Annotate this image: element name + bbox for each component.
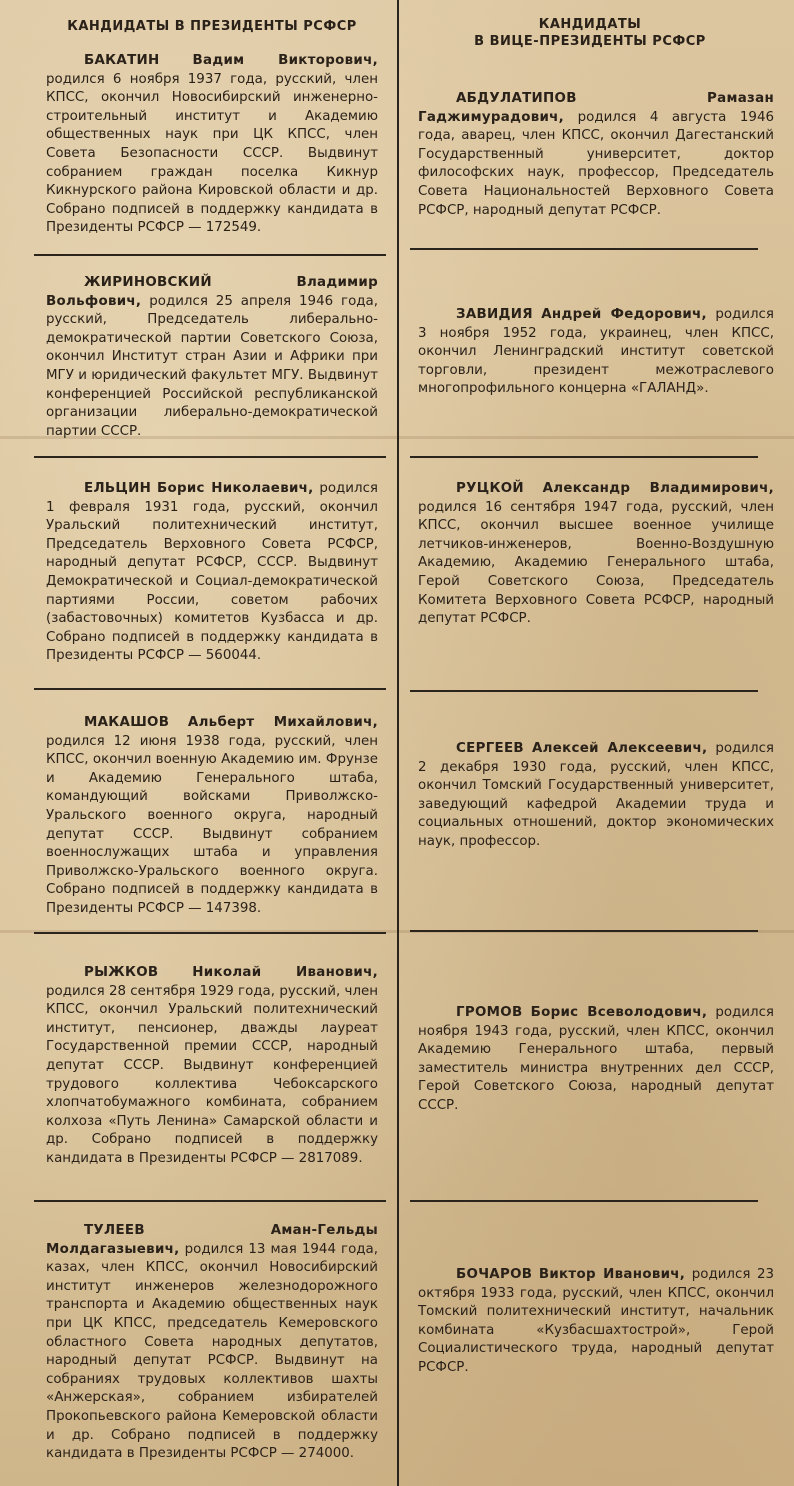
candidate-entry-bakatin — [46, 52, 378, 238]
candidate-entry-tuleev — [46, 1222, 378, 1464]
candidate-surname: ТУЛЕЕВ — [84, 1223, 145, 1238]
separator-rule — [410, 690, 758, 692]
candidate-entry-ryzhkov — [46, 964, 378, 1169]
candidate-given-name: Алексей Алексеевич, — [531, 741, 708, 756]
column-title: КАНДИДАТЫ В ПРЕЗИДЕНТЫ РСФСР — [67, 19, 357, 34]
separator-rule — [34, 1200, 386, 1202]
candidate-surname: АБДУЛАТИПОВ — [456, 91, 577, 106]
candidate-given-name: Виктор Иванович, — [538, 1267, 686, 1282]
candidate-bio: родился 25 апреля 1946 года, русский, Председатель либерально-демократической партии Советского Союза, окончил Институт стран Азии и Африки при МГУ и юридический факультет МГУ. Выдвинут конференцией Российской республиканской организации либерально-демократической партии СССР. — [46, 293, 378, 439]
candidate-bio: родился 3 ноября 1952 года, украинец, член КПСС, окончил Ленинградский институт советской торговли, президент межотраслевого многопрофильного концерна «ГАЛАНД». — [418, 307, 774, 397]
separator-rule — [34, 456, 386, 458]
candidate-surname: МАКАШОВ — [84, 715, 170, 730]
candidate-given-name: Николай Иванович, — [192, 965, 378, 980]
candidate-entry-zhirinovsky — [46, 274, 378, 441]
column-title-line1: КАНДИДАТЫ — [538, 17, 642, 32]
candidate-entry-rutskoy — [418, 480, 774, 629]
candidate-entry-sergeev — [418, 740, 774, 852]
candidate-entry-bocharov — [418, 1266, 774, 1378]
column-title-line2: В ВИЦЕ-ПРЕЗИДЕНТЫ РСФСР — [474, 34, 706, 49]
candidate-bio: родился 1 февраля 1931 года, русский, окончил Уральский политехнический институт, Председатель Верховного Совета РСФСР, народный депутат РСФСР, СССР. Выдвинут Демократической и Социал-демократической партиями России, советом рабочих (забастовочных) комитетов Кузбасса и др. Собрано подписей в поддержку кандидата в Президенты РСФСР — 560044. — [46, 481, 378, 664]
candidate-surname: ГРОМОВ — [456, 1005, 523, 1020]
column-title — [470, 16, 710, 50]
separator-rule — [410, 1200, 758, 1202]
candidate-given-name: Владимир Вольфович, — [46, 275, 378, 309]
candidate-bio: родился 16 сентября 1947 года, русский, член КПСС, окончил высшее военное училище летчиков-инженеров, Военно-Воздушную Академию, Академию Генерального штаба, Герой Советского Союза, Председатель Комитета Верховного Совета РСФСР, народный депутат РСФСР. — [418, 499, 774, 627]
candidate-entry-zavidiya — [418, 306, 774, 399]
candidate-entry-abdulatipov — [418, 90, 774, 220]
candidate-surname: ЗАВИДИЯ — [456, 307, 533, 322]
candidate-entry-yeltsin — [46, 480, 378, 666]
candidate-given-name: Борис Николаевич, — [156, 481, 314, 496]
separator-rule — [410, 456, 758, 458]
separator-rule — [410, 930, 758, 932]
candidate-given-name: Вадим Викторович, — [192, 53, 378, 68]
candidate-given-name: Александр Владимирович, — [542, 481, 774, 496]
column-divider — [397, 0, 399, 1486]
candidate-surname: ЕЛЬЦИН — [84, 481, 152, 496]
candidate-given-name: Борис Всеволодович, — [530, 1005, 708, 1020]
candidate-given-name: Рамазан Гаджимурадович, — [418, 91, 774, 125]
separator-rule — [410, 248, 758, 250]
candidate-bio: родился 4 августа 1946 года, аварец, член КПСС, окончил Дагестанский Государственный университет, доктор философских наук, профессор, Председатель Совета Национальностей Верховного Совета РСФСР, народный депутат РСФСР. — [418, 109, 774, 218]
candidate-surname: РУЦКОЙ — [456, 481, 524, 496]
candidate-bio: родился 6 ноября 1937 года, русский, член КПСС, окончил Новосибирский инженерно-строительный институт и Академию общественных наук при ЦК КПСС, член Совета Безопасности СССР. Выдвинут собранием граждан поселка Кикнур Кикнурского района Кировской области и др. Собрано подписей в поддержку кандидата в Президенты РСФСР — 172549. — [46, 71, 378, 236]
candidate-entry-gromov — [418, 1004, 774, 1116]
candidate-bio: родился 28 сентября 1929 года, русский, член КПСС, окончил Уральский политехнический институт, пенсионер, дважды лауреат Государственной премии СССР, народный депутат СССР. Выдвинут конференцией трудового коллектива Чебоксарского хлопчатобумажного комбината, собранием колхоза «Путь Ленина» Самарской области и др. Собрано подписей в поддержку кандидата в Президенты РСФСР — 2817089. — [46, 983, 378, 1166]
candidate-surname: БАКАТИН — [84, 53, 160, 68]
candidate-surname: ЖИРИНОВСКИЙ — [84, 275, 212, 290]
candidate-bio: родился 12 июня 1938 года, русский, член КПСС, окончил военную Академию им. Фрунзе и Академию Генерального штаба, командующий войсками Приволжско-Уральского военного округа, народный депутат СССР. Выдвинут собранием военнослужащих штаба и управления Приволжско-Уральского военного округа. Собрано подписей в поддержку кандидата в Президенты РСФСР — 147398. — [46, 733, 378, 916]
candidate-bio: родился 23 октября 1933 года, русский, член КПСС, окончил Томский политехнический институт, начальник комбината «Кузбасшахтострой», Герой Социалистического труда, народный депутат РСФСР. — [418, 1267, 774, 1375]
separator-rule — [34, 688, 386, 690]
candidate-surname: БОЧАРОВ — [456, 1267, 533, 1282]
candidate-given-name: Альберт Михайлович, — [187, 715, 378, 730]
candidate-bio: родился 13 мая 1944 года, казах, член КПСС, окончил Новосибирский институт инженеров железнодорожного транспорта и Академию общественных наук при ЦК КПСС, председатель Кемеровского областного Совета народных депутатов, народный депутат РСФСР. Выдвинут на собраниях трудовых коллективов шахты «Анжерская», собранием избирателей Прокопьевского района Кемеровской области и др. Собрано подписей в поддержку кандидата в Президенты РСФСР — 274000. — [46, 1241, 378, 1462]
candidate-given-name: Андрей Федорович, — [541, 307, 707, 322]
candidate-bio: родился ноября 1943 года, русский, член КПСС, окончил Академию Генерального штаба, первый заместитель министра внутренних дел СССР, Герой Советского Союза, народный депутат СССР. — [418, 1005, 774, 1113]
candidate-surname: РЫЖКОВ — [84, 965, 159, 980]
candidate-bio: родился 2 декабря 1930 года, русский, член КПСС, окончил Томский Государственный университет, заведующий кафедрой Академии труда и социальных отношений, доктор экономических наук, профессор. — [418, 741, 774, 849]
separator-rule — [34, 932, 386, 934]
candidate-surname: СЕРГЕЕВ — [456, 741, 524, 756]
separator-rule — [34, 254, 386, 256]
candidate-entry-makashov — [46, 714, 378, 919]
candidate-given-name: Аман-Гельды Молдагазыевич, — [46, 1223, 378, 1257]
